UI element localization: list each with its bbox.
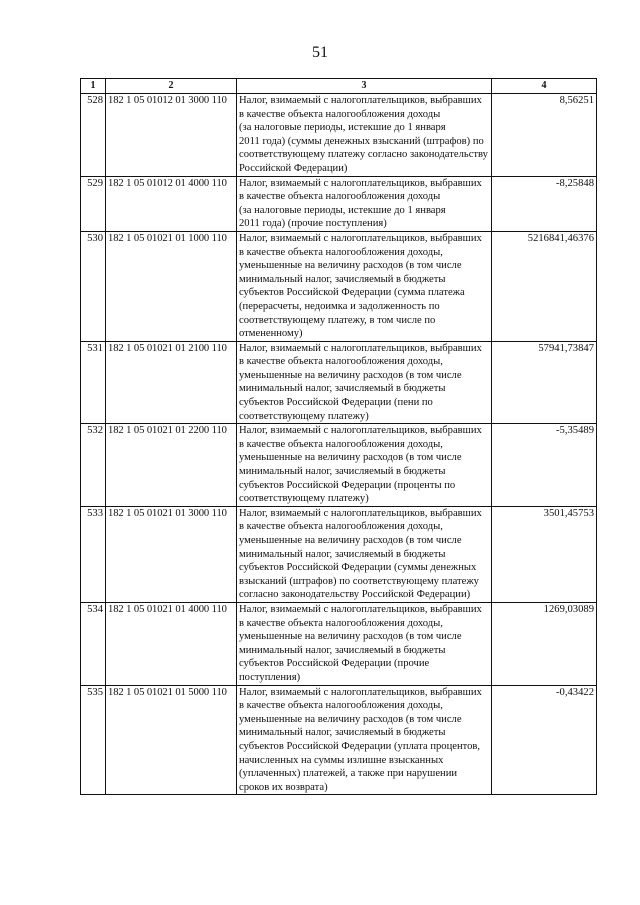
row-value: 1269,03089 <box>492 602 597 685</box>
row-value: -8,25848 <box>492 176 597 231</box>
table-row <box>81 424 597 507</box>
row-description: Налог, взимаемый с налогоплательщиков, выбравших в качестве объекта налогообложения доходы, уменьшенные на величину расходов (в том числе минимальный налог, зачисляемый в бюджеты субъектов Российской Федерации (проценты по соответствующему платежу) <box>237 424 492 507</box>
budget-code: 182 1 05 01021 01 1000 110 <box>106 231 237 341</box>
budget-code: 182 1 05 01021 01 3000 110 <box>106 506 237 602</box>
header-col-2: 2 <box>106 79 237 94</box>
row-value: -0,43422 <box>492 685 597 795</box>
header-col-4: 4 <box>492 79 597 94</box>
table-row <box>81 506 597 602</box>
table-row <box>81 602 597 685</box>
row-number: 532 <box>81 424 106 507</box>
row-description: Налог, взимаемый с налогоплательщиков, выбравших в качестве объекта налогообложения доходы (за налоговые периоды, истекшие до 1 января 2011 года) (суммы денежных взысканий (штрафов) по соответствующему платежу согласно законодательству Российской Федерации) <box>237 94 492 177</box>
row-value: 3501,45753 <box>492 506 597 602</box>
page-number: 51 <box>312 44 328 61</box>
row-number: 528 <box>81 94 106 177</box>
row-description: Налог, взимаемый с налогоплательщиков, выбравших в качестве объекта налогообложения доходы (за налоговые периоды, истекшие до 1 января 2011 года) (прочие поступления) <box>237 176 492 231</box>
row-value: -5,35489 <box>492 424 597 507</box>
row-number: 534 <box>81 602 106 685</box>
row-value: 5216841,46376 <box>492 231 597 341</box>
row-number: 530 <box>81 231 106 341</box>
revenue-table <box>80 78 597 795</box>
row-description: Налог, взимаемый с налогоплательщиков, выбравших в качестве объекта налогообложения доходы, уменьшенные на величину расходов (в том числе минимальный налог, зачисляемый в бюджеты субъектов Российской Федерации (сумма платежа (перерасчеты, недоимка и задолженность по соответствующему платежу, в том числе по отмененному) <box>237 231 492 341</box>
row-value: 8,56251 <box>492 94 597 177</box>
budget-code: 182 1 05 01012 01 4000 110 <box>106 176 237 231</box>
row-description: Налог, взимаемый с налогоплательщиков, выбравших в качестве объекта налогообложения доходы, уменьшенные на величину расходов (в том числе минимальный налог, зачисляемый в бюджеты субъектов Российской Федерации (суммы денежных взысканий (штрафов) по соответствующему платежу согласно законодательству Российской Федерации) <box>237 506 492 602</box>
row-description: Налог, взимаемый с налогоплательщиков, выбравших в качестве объекта налогообложения доходы, уменьшенные на величину расходов (в том числе минимальный налог, зачисляемый в бюджеты субъектов Российской Федерации (пени по соответствующему платежу) <box>237 341 492 424</box>
table-row <box>81 94 597 177</box>
row-description: Налог, взимаемый с налогоплательщиков, выбравших в качестве объекта налогообложения доходы, уменьшенные на величину расходов (в том числе минимальный налог, зачисляемый в бюджеты субъектов Российской Федерации (прочие поступления) <box>237 602 492 685</box>
row-number: 529 <box>81 176 106 231</box>
row-number: 533 <box>81 506 106 602</box>
budget-code: 182 1 05 01021 01 2100 110 <box>106 341 237 424</box>
header-col-1: 1 <box>81 79 106 94</box>
row-number: 531 <box>81 341 106 424</box>
row-number: 535 <box>81 685 106 795</box>
table-row <box>81 231 597 341</box>
table-row <box>81 341 597 424</box>
header-col-3: 3 <box>237 79 492 94</box>
row-value: 57941,73847 <box>492 341 597 424</box>
table-row <box>81 176 597 231</box>
table-header-row <box>81 79 597 94</box>
budget-code: 182 1 05 01021 01 5000 110 <box>106 685 237 795</box>
budget-code: 182 1 05 01021 01 4000 110 <box>106 602 237 685</box>
budget-code: 182 1 05 01012 01 3000 110 <box>106 94 237 177</box>
table-row <box>81 685 597 795</box>
budget-code: 182 1 05 01021 01 2200 110 <box>106 424 237 507</box>
row-description: Налог, взимаемый с налогоплательщиков, выбравших в качестве объекта налогообложения доходы, уменьшенные на величину расходов (в том числе минимальный налог, зачисляемый в бюджеты субъектов Российской Федерации (уплата процентов, начисленных на суммы излишне взысканных (уплаченных) платежей, а также при нарушении сроков их возврата) <box>237 685 492 795</box>
